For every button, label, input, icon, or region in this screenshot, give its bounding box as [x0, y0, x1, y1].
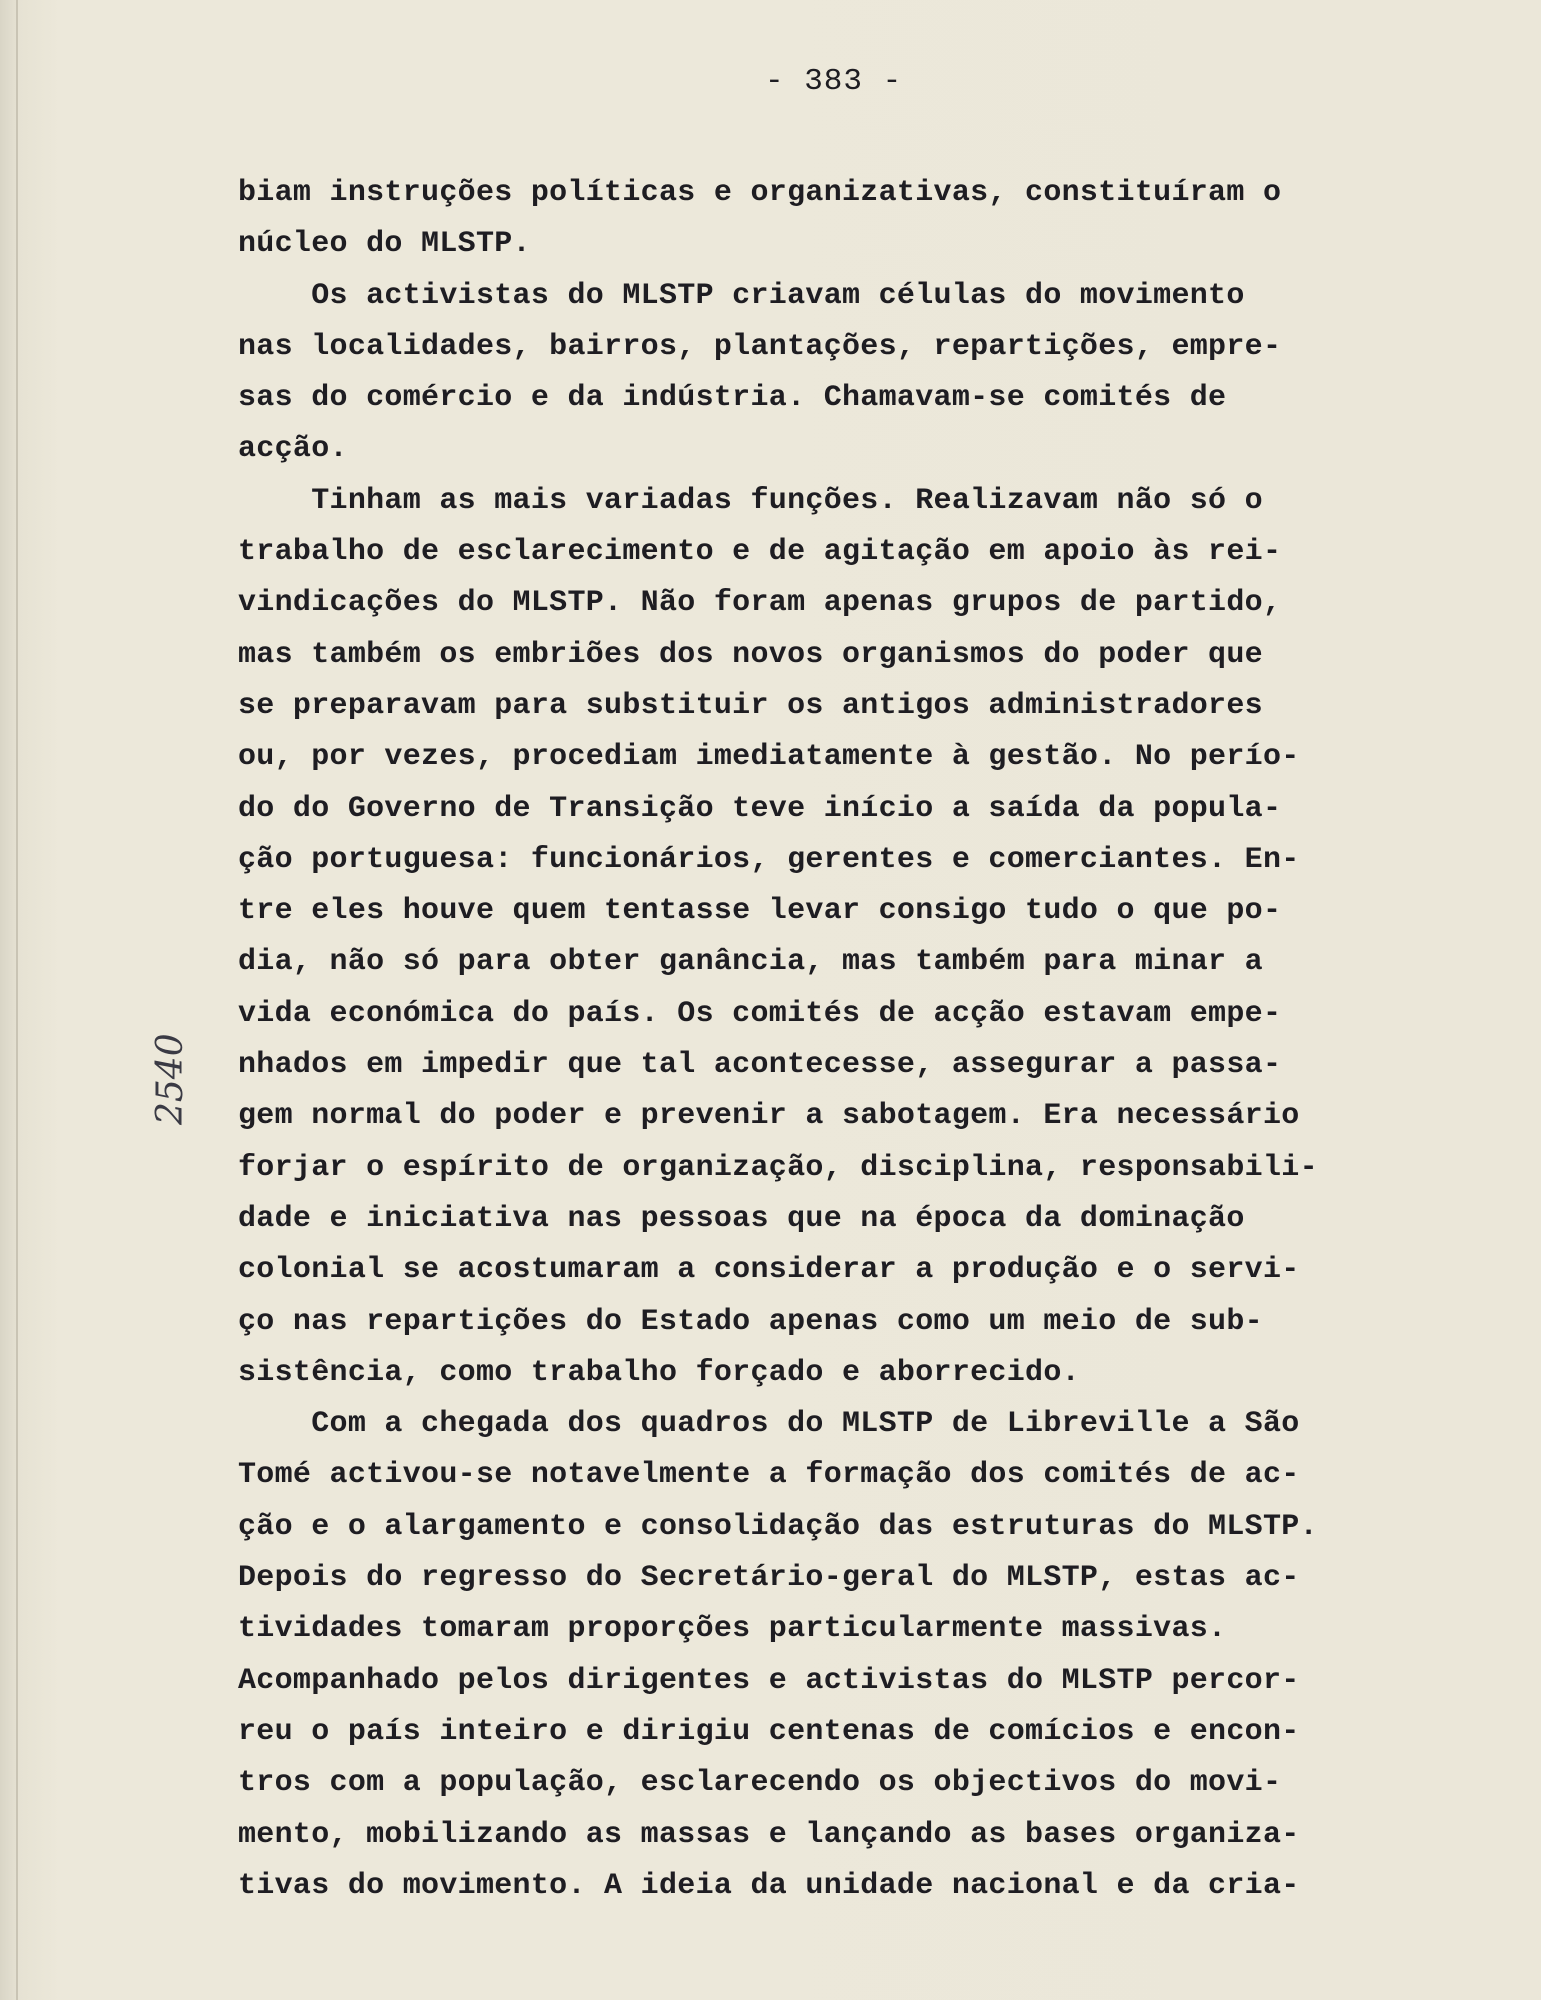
text-line: Depois do regresso do Secretário-geral do MLSTP, estas ac- [238, 1561, 1300, 1596]
text-line: sistência, como trabalho forçado e aborrecido. [238, 1355, 1080, 1390]
text-line: biam instruções políticas e organizativas, constituíram o [238, 176, 1282, 210]
margin-handwritten-note: 2540 [150, 1033, 191, 1125]
text-line: gem normal do poder e prevenir a sabotagem. Era necessário [238, 1099, 1300, 1134]
text-line: nhados em impedir que tal acontecesse, assegurar a passa- [238, 1048, 1282, 1083]
body-text [238, 168, 1493, 1912]
text-line: se preparavam para substituir os antigos administradores [238, 688, 1263, 723]
text-line: Com a chegada dos quadros do MLSTP de Libreville a São [238, 1407, 1300, 1442]
text-line: dia, não só para obter ganância, mas também para minar a [238, 945, 1263, 980]
text-line: tivas do movimento. A ideia da unidade nacional e da cria- [238, 1868, 1300, 1903]
text-line: ou, por vezes, procediam imediatamente à gestão. No perío- [238, 740, 1300, 775]
text-line: vindicações do MLSTP. Não foram apenas grupos de partido, [238, 586, 1282, 621]
page-edge [16, 0, 18, 2000]
text-line: tividades tomaram proporções particularmente massivas. [238, 1612, 1227, 1647]
text-line: Tinham as mais variadas funções. Realizavam não só o [238, 483, 1263, 518]
text-line: ção portuguesa: funcionários, gerentes e comerciantes. En- [238, 842, 1300, 877]
text-line: do do Governo de Transição teve início a saída da popula- [238, 791, 1282, 826]
text-line: reu o país inteiro e dirigiu centenas de comícios e encon- [238, 1714, 1300, 1749]
text-line: sas do comércio e da indústria. Chamavam-se comités de [238, 381, 1227, 416]
text-line: acção. [238, 432, 348, 467]
text-line: mas também os embriões dos novos organismos do poder que [238, 637, 1263, 672]
text-line: mento, mobilizando as massas e lançando as bases organiza- [238, 1817, 1300, 1852]
text-line: colonial se acostumaram a considerar a produção e o servi- [238, 1253, 1300, 1288]
text-line: vida económica do país. Os comités de acção estavam empe- [238, 996, 1282, 1031]
text-line: nas localidades, bairros, plantações, repartições, empre- [238, 329, 1282, 364]
page-number: - 383 - [765, 64, 903, 99]
text-line: forjar o espírito de organização, disciplina, responsabili- [238, 1150, 1318, 1185]
text-line: trabalho de esclarecimento e de agitação em apoio às rei- [238, 535, 1282, 570]
text-line: Acompanhado pelos dirigentes e activistas do MLSTP percor- [238, 1663, 1300, 1698]
text-line: ção e o alargamento e consolidação das estruturas do MLSTP. [238, 1509, 1318, 1544]
text-line: núcleo do MLSTP. [238, 227, 531, 262]
text-line: dade e iniciativa nas pessoas que na época da dominação [238, 1201, 1245, 1236]
text-line: tros com a população, esclarecendo os objectivos do movi- [238, 1766, 1282, 1801]
text-line: ço nas repartições do Estado apenas como um meio de sub- [238, 1304, 1263, 1339]
text-line: Tomé activou-se notavelmente a formação dos comités de ac- [238, 1458, 1300, 1493]
text-line: tre eles houve quem tentasse levar consigo tudo o que po- [238, 894, 1282, 929]
text-line: Os activistas do MLSTP criavam células do movimento [238, 278, 1245, 313]
